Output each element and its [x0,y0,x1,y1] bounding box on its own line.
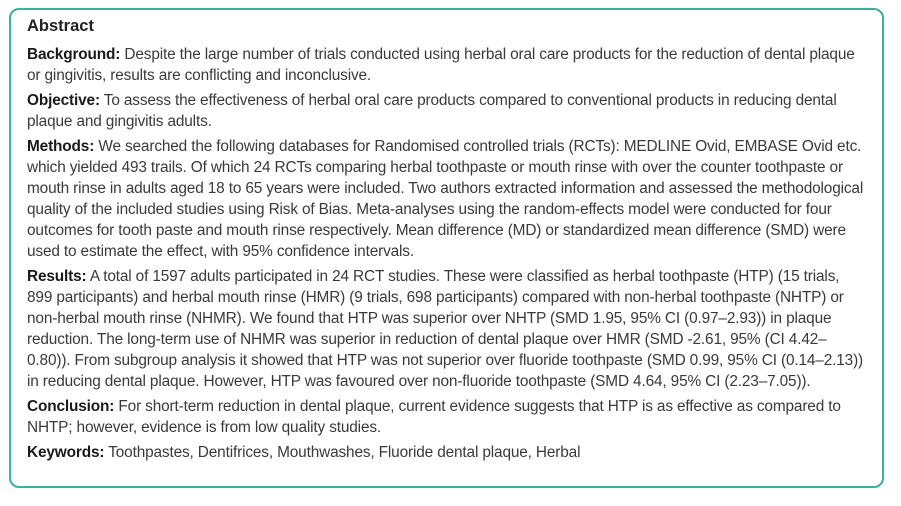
keywords-section [27,442,866,463]
keywords-text: Toothpastes, Dentifrices, Mouthwashes, Fluoride dental plaque, Herbal [108,444,581,461]
results-section [27,266,866,392]
methods-label: Methods: [27,138,95,155]
objective-section [27,90,866,132]
objective-text: To assess the effectiveness of herbal oral care products compared to conventional products in reducing dental plaque and gingivitis adults. [27,92,837,130]
keywords-label: Keywords: [27,444,105,461]
abstract-box [9,8,884,488]
objective-label: Objective: [27,92,100,109]
results-label: Results: [27,268,87,285]
methods-section [27,136,866,262]
background-label: Background: [27,46,121,63]
background-section [27,44,866,86]
conclusion-text: For short-term reduction in dental plaque, current evidence suggests that HTP is as effective as compared to NHTP; however, evidence is from low quality studies. [27,398,841,436]
background-text: Despite the large number of trials conducted using herbal oral care products for the reduction of dental plaque or gingivitis, results are conflicting and inconclusive. [27,46,855,84]
conclusion-section [27,396,866,438]
conclusion-label: Conclusion: [27,398,115,415]
results-text: A total of 1597 adults participated in 24 RCT studies. These were classified as herbal toothpaste (HTP) (15 trials, 899 participants) and herbal mouth rinse (HMR) (9 trials, 698 participants) compared with non-herbal toothpaste (NHTP) or non-herbal mouth rinse (NHMR). We found that HTP was superior over NHTP (SMD 1.95, 95% CI (0.97–2.93)) in plaque reduction. The long-term use of NHMR was superior in reduction of dental plaque over HMR (SMD -2.61, 95% (CI 4.42–0.80)). From subgroup analysis it showed that HTP was not superior over fluoride toothpaste (SMD 0.99, 95% CI (0.14–2.13)) in reducing dental plaque. However, HTP was favoured over non-fluoride toothpaste (SMD 4.64, 95% CI (2.23–7.05)). [27,268,864,390]
abstract-title: Abstract [27,17,94,35]
methods-text: We searched the following databases for Randomised controlled trials (RCTs): MEDLINE Ovid, EMBASE Ovid etc. which yielded 493 trails. Of which 24 RCTs comparing herbal toothpaste or mouth rinse with over the counter toothpaste or mouth rinse in adults aged 18 to 65 years were included. Two authors extracted information and assessed the methodological quality of the included studies using Risk of Bias. Meta-analyses using the random-effects model were conducted for four outcomes for tooth paste and mouth rinse respectively. Mean difference (MD) or standardized mean difference (SMD) were used to estimate the effect, with 95% confidence intervals. [27,138,864,260]
